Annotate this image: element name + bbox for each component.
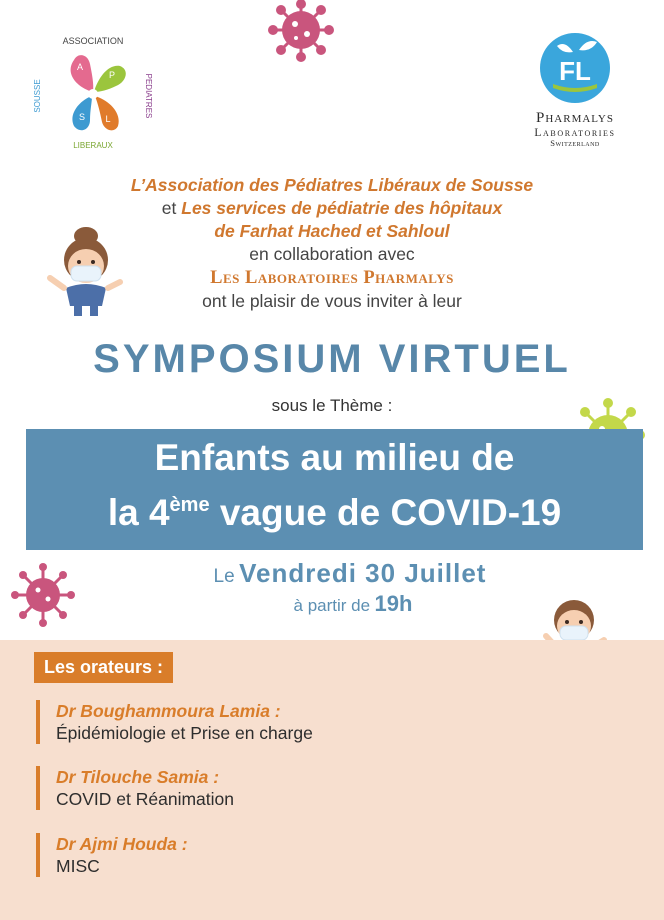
pharmalys-logo [500, 30, 650, 150]
speaker-topic: MISC [56, 856, 100, 876]
svg-text:SOUSSE: SOUSSE [33, 79, 42, 113]
intro-and: et [161, 198, 177, 218]
invitation-intro [0, 174, 664, 313]
time-value: 19h [374, 591, 413, 616]
time-prefix: à partir de [293, 596, 371, 615]
theme-line-2-end: vague de COVID-19 [209, 492, 562, 533]
virus-pink-top-icon [263, 0, 339, 64]
svg-text:ASSOCIATION: ASSOCIATION [62, 36, 124, 46]
svg-text:LIBERAUX: LIBERAUX [73, 141, 113, 150]
association-name: L’Association des Pédiatres Libéraux de Sousse [130, 175, 534, 195]
date-prefix: Le [213, 566, 235, 587]
svg-text:FL: FL [559, 56, 591, 86]
event-title: SYMPOSIUM VIRTUEL [93, 337, 571, 381]
date-value: Vendredi 30 Juillet [239, 558, 487, 588]
speaker-item [36, 700, 313, 744]
pharmalys-laboratories: Laboratories [534, 126, 616, 139]
speaker-item [36, 766, 234, 810]
svg-text:L: L [105, 114, 111, 124]
pharmalys-name: Pharmalys [536, 110, 614, 126]
theme-line-2-start: la 4 [107, 492, 170, 533]
hospital-names: de Farhat Hached et Sahloul [214, 221, 450, 241]
svg-text:P: P [108, 70, 116, 80]
invite-text: ont le plaisir de vous inviter à leur [202, 291, 462, 311]
association-logo [28, 30, 158, 160]
speaker-name: Dr Ajmi Houda : [56, 834, 188, 854]
speaker-name: Dr Boughammoura Lamia : [56, 701, 281, 721]
theme-line-1: Enfants au milieu de [154, 437, 515, 478]
svg-text:S: S [78, 112, 86, 122]
theme-banner [26, 429, 643, 550]
pharmalys-mark [535, 30, 615, 106]
event-date [0, 558, 664, 589]
theme-subtitle: sous le Thème : [271, 396, 393, 415]
svg-text:PEDIATRES: PEDIATRES [144, 73, 153, 119]
hands-flower-logo [28, 30, 158, 160]
event-time [0, 591, 664, 617]
laboratories-name: Les Laboratoires Pharmalys [210, 268, 454, 288]
collaboration-text: en collaboration avec [249, 244, 415, 264]
theme-ordinal-suffix: ème [169, 494, 210, 516]
theme-line-2 [26, 492, 643, 534]
speaker-name: Dr Tilouche Samia : [56, 767, 220, 787]
speakers-heading: Les orateurs : [34, 652, 173, 683]
svg-text:A: A [76, 62, 84, 72]
speaker-item [36, 833, 188, 877]
speaker-topic: COVID et Réanimation [56, 789, 234, 809]
pharmalys-country: Switzerland [550, 137, 600, 148]
hospital-services: Les services de pédiatrie des hôpitaux [181, 198, 503, 218]
speaker-topic: Épidémiologie et Prise en charge [56, 723, 313, 743]
pharmalys-wordmark [500, 111, 650, 148]
